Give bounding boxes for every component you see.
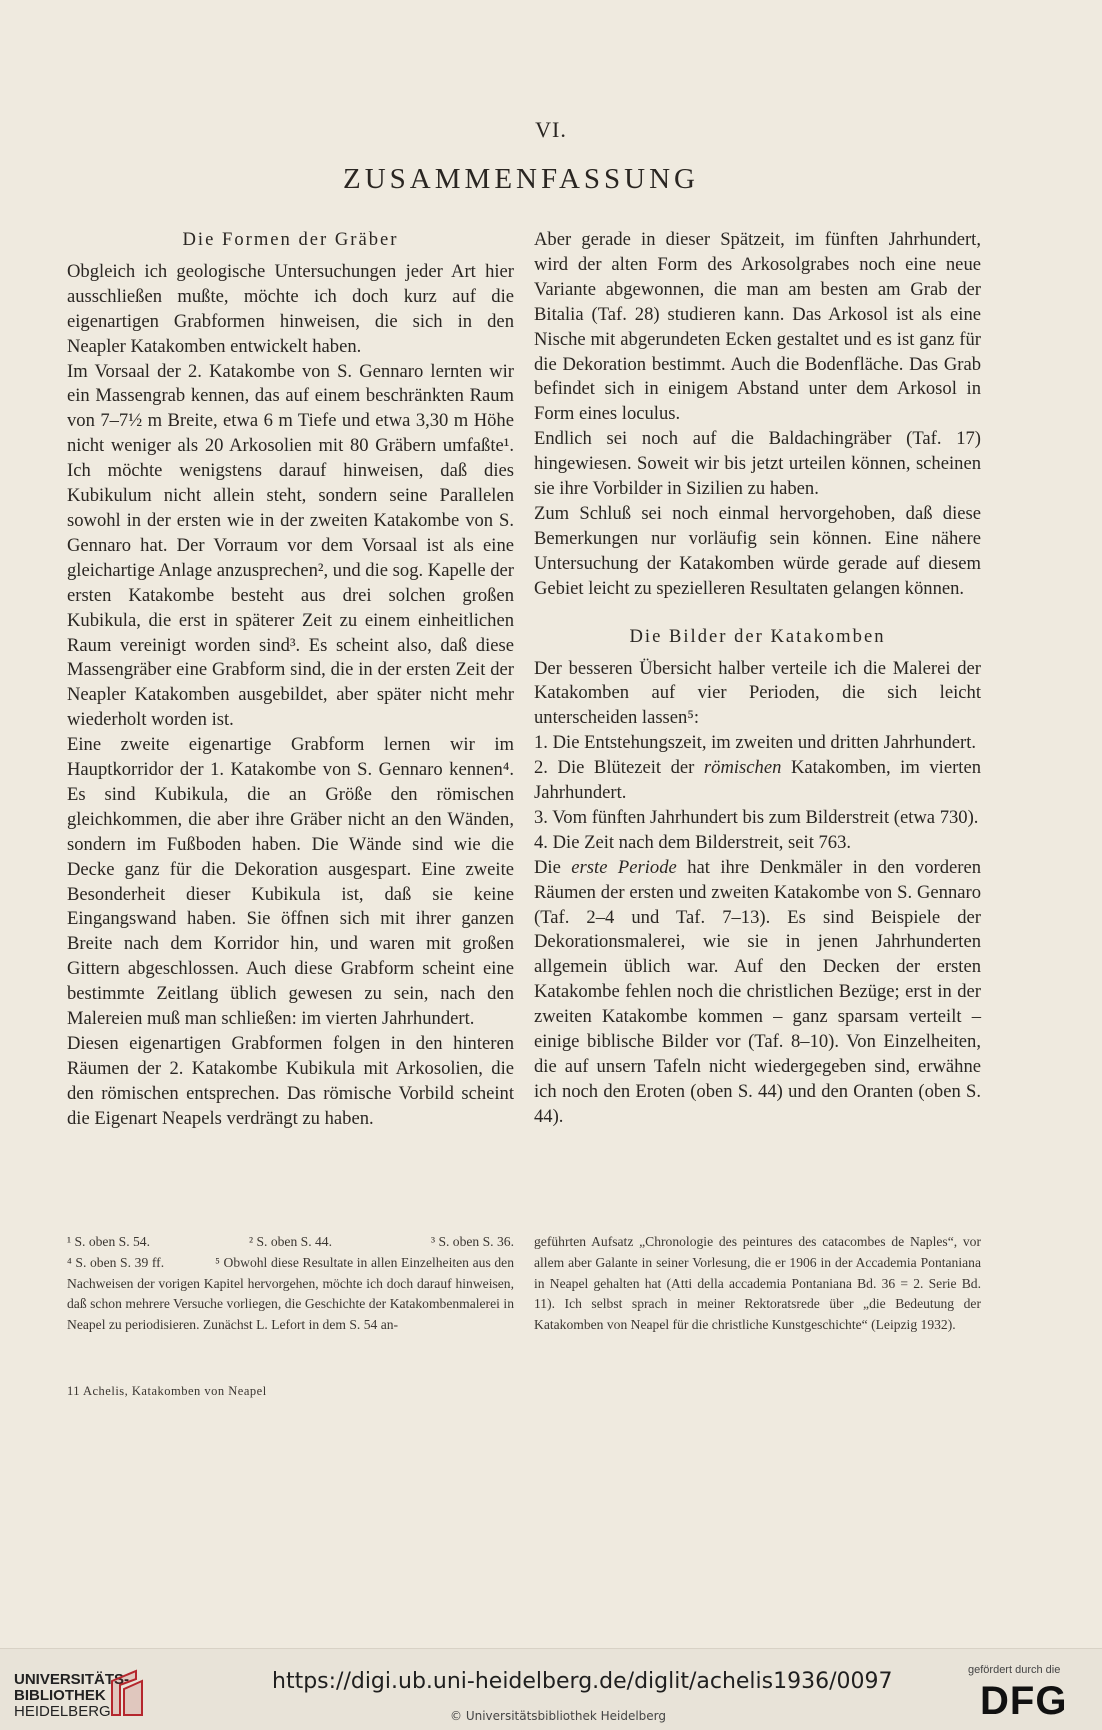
paragraph: Der besseren Übersicht halber verteile ich die Malerei der Katakomben auf vier Perioden, die sich leicht unterscheiden lassen⁵: xyxy=(534,657,981,729)
library-logo-icon xyxy=(106,1669,150,1719)
viewer-footer xyxy=(0,1648,1102,1730)
footnote-continued: geführten Aufsatz „Chronologie des peintures des catacombes de Naples“, vor allem aber Galante in seiner Vorlesung, die er 1906 in der Accademia Pontaniana in Neapel gehalten hat (Atti della accademia Pontaniana Bd. 36 = 2. Serie Bd. 11). Ich selbst sprach in meiner Rektoratsrede über „die Bedeutung der Katakomben von Neapel für die christliche Kunstgeschichte“ (Leipzig 1932). xyxy=(534,1234,981,1333)
section-heading-images: Die Bilder der Katakomben xyxy=(629,625,886,647)
library-name[interactable]: UNIVERSITÄTS- BIBLIOTHEK HEIDELBERG xyxy=(14,1671,130,1720)
footnotes-right xyxy=(534,1232,981,1336)
paragraph: Aber gerade in dieser Spätzeit, im fünften Jahrhundert, wird der alten Form des Arkosolgrabes noch eine neue Variante abgewonnen, die man am besten am Grab der Bitalia (Taf. 28) studieren kann. Das Arkosol ist als eine Nische mit abgerundeten Ecken gestaltet und es ist ganz für die Dekoration bestimmt. Auch die Bodenfläche. Das Grab befindet sich in einigem Abstand unter dem Arkosol in Form eines loculus. xyxy=(534,229,981,425)
period-item: 3. Vom fünften Jahrhundert bis zum Bilderstreit (etwa 730). xyxy=(534,806,979,828)
footnote: ² S. oben S. 44. xyxy=(248,1234,332,1249)
chapter-title: ZUSAMMENFASSUNG xyxy=(343,163,699,195)
footnote-5: ⁴ S. oben S. 39 ff. ⁵ Obwohl diese Resultate in allen Einzelheiten aus den Nachweisen der vorigen Kapitel hervorgehen, möchte ich doch darauf hinweisen, daß schon mehrere Versuche vorliegen, die Geschichte der Katakombenmalerei in Neapel zu periodisieren. Zunächst L. Lefort in dem S. 54 an- xyxy=(67,1254,515,1333)
permalink-url[interactable]: https://digi.ub.uni-heidelberg.de/diglit/achelis1936/0097 xyxy=(272,1669,893,1694)
funding-label: gefördert durch die xyxy=(968,1664,1061,1676)
left-column xyxy=(67,228,514,1132)
section-heading-graves: Die Formen der Gräber xyxy=(182,229,399,250)
signature-line: 11 Achelis, Katakomben von Neapel xyxy=(67,1384,267,1398)
footnotes-left xyxy=(67,1232,514,1336)
paragraph: Die erste Periode hat ihre Denkmäler in den vorderen Räumen der ersten und zweiten Katakombe von S. Gennaro (Taf. 2–4 und Taf. 7–13). Es sind Beispiele der Dekorationsmalerei, wie sie in jenen Jahrhunderten allgemein üblich war. Auf den Decken der ersten Katakombe fehlen noch die christlichen Bezüge; erst in der zweiten Katakombe kommen – ganz sparsam verteilt – einige biblische Bilder vor (Taf. 8–10). Von Einzelheiten, die auf unsern Tafeln nicht wiedergegeben sind, erwähne ich noch den Eroten (oben S. 44) und den Oranten (oben S. 44). xyxy=(534,856,981,1127)
paragraph: Diesen eigenartigen Grabformen folgen in den hinteren Räumen der 2. Katakombe Kubikula mit Arkosolien, die den römischen entsprechen. Das römische Vorbild scheint die Eigenart Neapels verdrängt zu haben. xyxy=(67,1033,514,1129)
right-column xyxy=(534,228,981,1130)
paragraph: Zum Schluß sei noch einmal hervorgehoben, daß diese Bemerkungen nur vorläufig sein können. Eine nähere Untersuchung der Katakomben würde gerade auf diesem Gebiet leicht zu spezielleren Resultaten gelangen können. xyxy=(534,502,981,599)
dfg-logo[interactable]: DFG xyxy=(980,1679,1068,1723)
paragraph: Obgleich ich geologische Untersuchungen jeder Art hier ausschließen mußte, möchte ich doch kurz auf die eigenartigen Grabformen hinweisen, die sich in den Neapler Katakomben entwickelt haben. xyxy=(67,260,514,357)
period-item: 2. Die Blütezeit der römischen Katakomben, im vierten Jahrhundert. xyxy=(534,757,981,804)
chapter-number: VI. xyxy=(535,117,567,142)
footnote: ³ S. oben S. 36. xyxy=(430,1234,514,1249)
footnote: ¹ S. oben S. 54. xyxy=(67,1234,151,1249)
paragraph: Endlich sei noch auf die Baldachingräber (Taf. 17) hingewiesen. Soweit wir bis jetzt urteilen können, scheinen sie ihre Vorbilder in Sizilien zu haben. xyxy=(534,428,981,500)
period-item: 1. Die Entstehungszeit, im zweiten und dritten Jahrhundert. xyxy=(534,732,977,754)
paragraph: Eine zweite eigenartige Grabform lernen wir im Hauptkorridor der 1. Katakombe von S. Gennaro kennen⁴. Es sind Kubikula, die an Größe den römischen gleichkommen, die aber ihre Gräber nicht an den Wänden, sondern im Fußboden haben. Die Wände sind wie die Decke ganz für die Dekoration ausgespart. Eine zweite Besonderheit dieser Kubikula ist, daß sie keine Eingangswand haben. Sie öffnen sich mit ihrer ganzen Breite nach dem Korridor hin, und waren mit großen Gittern abgeschlossen. Auch diese Grabform scheint eine bestimmte Zeitlang üblich gewesen zu sein, nach den Malereien muß man schließen: im vierten Jahrhundert. xyxy=(67,734,514,1030)
paragraph: Im Vorsaal der 2. Katakombe von S. Gennaro lernten wir ein Massengrab kennen, das auf einem beschränkten Raum von 7–7½ m Breite, etwa 6 m Tiefe und etwa 3,30 m Höhe nicht weniger als 20 Arkosolien mit 80 Gräbern umfaßte¹. Ich möchte wenigstens darauf hinweisen, daß dies Kubikulum nicht allein steht, sondern seine Parallelen sowohl in der ersten wie in der zweiten Katakombe von S. Gennaro hat. Der Vorraum vor dem Vorsaal ist als eine gleichartige Anlage anzusprechen², und die sog. Kapelle der ersten Katakombe besteht aus drei solchen großen Kubikula, die erst in späterer Zeit zu einem einheitlichen Raum vereinigt worden sind³. Es scheint also, daß diese Massengräber eine Grabform sind, die in der ersten Zeit der Neapler Katakomben ausgebildet, aber später nicht mehr wiederholt worden ist. xyxy=(67,360,515,731)
copyright-notice: © Universitätsbibliothek Heidelberg xyxy=(450,1709,667,1723)
period-item: 4. Die Zeit nach dem Bilderstreit, seit 763. xyxy=(534,831,852,853)
